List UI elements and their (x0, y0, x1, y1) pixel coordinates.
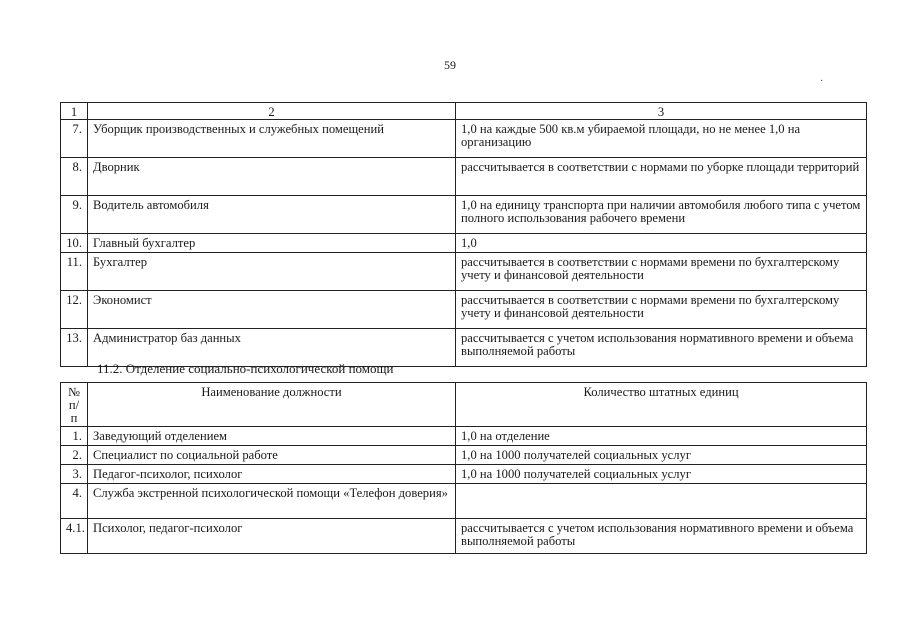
position-name: Дворник (88, 158, 456, 196)
row-number: 11. (61, 253, 88, 291)
row-number: 7. (61, 120, 88, 158)
position-name: Психолог, педагог-психолог (88, 519, 456, 554)
row-number: 2. (61, 446, 88, 465)
position-name: Служба экстренной психологической помощи «Телефон доверия» (88, 484, 456, 519)
table-row (61, 291, 867, 329)
header-position: Наименование должности (88, 383, 456, 427)
row-number: 13. (61, 329, 88, 367)
page-number: 59 (444, 58, 456, 72)
table-row (61, 446, 867, 465)
staff-quantity (456, 484, 867, 519)
table-row (61, 196, 867, 234)
header-col-3: 3 (456, 103, 867, 120)
header-col-1: 1 (61, 103, 88, 120)
table-header-row (61, 103, 867, 120)
table-row (61, 253, 867, 291)
position-name: Администратор баз данных (88, 329, 456, 367)
table-header-row (61, 383, 867, 427)
position-name: Педагог-психолог, психолог (88, 465, 456, 484)
table-row (61, 234, 867, 253)
staffing-table-continued (60, 102, 867, 367)
position-name: Специалист по социальной работе (88, 446, 456, 465)
staff-quantity: 1,0 на 1000 получателей социальных услуг (456, 446, 867, 465)
row-number: 4.1. (61, 519, 88, 554)
staff-quantity: рассчитывается с учетом использования нормативного времени и объема выполняемой работы (456, 329, 867, 367)
corner-mark: · (820, 76, 824, 87)
table-row (61, 465, 867, 484)
staff-quantity: рассчитывается с учетом использования нормативного времени и объема выполняемой работы (456, 519, 867, 554)
table-row (61, 120, 867, 158)
header-quantity: Количество штатных единиц (456, 383, 867, 427)
table-row (61, 519, 867, 554)
position-name: Водитель автомобиля (88, 196, 456, 234)
row-number: 3. (61, 465, 88, 484)
header-col-2: 2 (88, 103, 456, 120)
row-number: 12. (61, 291, 88, 329)
table-row (61, 484, 867, 519)
staff-quantity: 1,0 на отделение (456, 427, 867, 446)
position-name: Бухгалтер (88, 253, 456, 291)
header-number: № п/п (61, 383, 88, 427)
position-name: Экономист (88, 291, 456, 329)
table-row (61, 427, 867, 446)
row-number: 1. (61, 427, 88, 446)
position-name: Заведующий отделением (88, 427, 456, 446)
staff-quantity: 1,0 на 1000 получателей социальных услуг (456, 465, 867, 484)
section-title: 11.2. Отделение социально-психологической помощи (97, 361, 394, 376)
row-number: 8. (61, 158, 88, 196)
position-name: Главный бухгалтер (88, 234, 456, 253)
staff-quantity: рассчитывается в соответствии с нормами времени по бухгалтерскому учету и финансовой деятельности (456, 253, 867, 291)
staff-quantity: 1,0 на единицу транспорта при наличии автомобиля любого типа с учетом полного использования рабочего времени (456, 196, 867, 234)
position-name: Уборщик производственных и служебных помещений (88, 120, 456, 158)
staffing-table-social-psych (60, 382, 867, 554)
staff-quantity: 1,0 (456, 234, 867, 253)
staff-quantity: 1,0 на каждые 500 кв.м убираемой площади, но не менее 1,0 на организацию (456, 120, 867, 158)
staff-quantity: рассчитывается в соответствии с нормами времени по бухгалтерскому учету и финансовой деятельности (456, 291, 867, 329)
row-number: 9. (61, 196, 88, 234)
table-row (61, 158, 867, 196)
row-number: 10. (61, 234, 88, 253)
staff-quantity: рассчитывается в соответствии с нормами по уборке площади территорий (456, 158, 867, 196)
row-number: 4. (61, 484, 88, 519)
